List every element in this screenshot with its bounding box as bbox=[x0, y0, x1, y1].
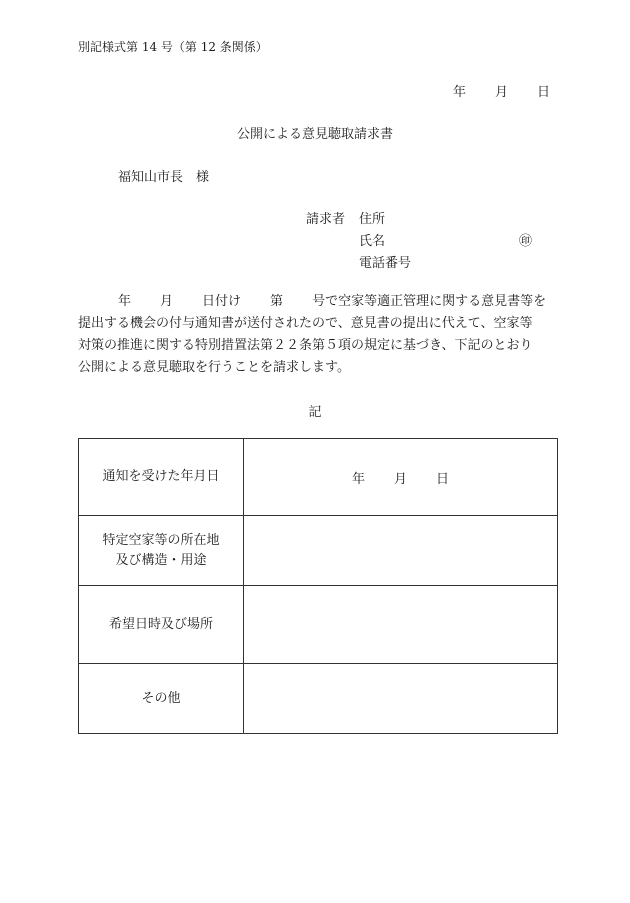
date-header bbox=[453, 81, 550, 100]
body-line-1 bbox=[78, 291, 558, 313]
table-row bbox=[79, 439, 558, 516]
seal-mark: ㊞ bbox=[519, 234, 533, 249]
requester-label: 請求者 bbox=[306, 212, 346, 227]
body-year: 年 bbox=[118, 294, 132, 309]
date-year-label: 年 bbox=[453, 85, 467, 100]
property-location-label-line-2: 及び構造・用途 bbox=[115, 552, 207, 568]
record-table bbox=[78, 438, 558, 734]
addressee: 福知山市長 様 bbox=[118, 170, 210, 185]
notice-date-label: 通知を受けた年月日 bbox=[79, 439, 244, 516]
requester-phone-label: 電話番号 bbox=[359, 256, 412, 271]
form-number: 別記様式第 14 号（第 12 条関係） bbox=[78, 40, 268, 54]
requester-address-label: 住所 bbox=[359, 212, 386, 227]
preferred-datetime-place-field[interactable] bbox=[244, 586, 558, 664]
date-day-label: 日 bbox=[537, 85, 551, 100]
preferred-datetime-place-label: 希望日時及び場所 bbox=[79, 586, 244, 664]
body-line-4: 公開による意見聴取を行うことを請求します。 bbox=[78, 360, 350, 375]
notice-date-field[interactable] bbox=[244, 439, 558, 516]
property-location-label-line-1: 特定空家等の所在地 bbox=[102, 532, 220, 548]
table-row bbox=[79, 516, 558, 586]
notice-year-label: 年 bbox=[351, 471, 365, 487]
date-month-label: 月 bbox=[495, 85, 509, 100]
request-body bbox=[78, 291, 558, 379]
notice-month-label: 月 bbox=[393, 471, 407, 487]
body-month: 月 bbox=[160, 294, 174, 309]
document-title: 公開による意見聴取請求書 bbox=[236, 127, 393, 142]
other-field[interactable] bbox=[244, 664, 558, 734]
notice-day-label: 日 bbox=[436, 471, 450, 487]
body-no: 第 bbox=[270, 294, 284, 309]
property-location-field[interactable] bbox=[244, 516, 558, 586]
ki-heading: 記 bbox=[308, 405, 322, 420]
table-row bbox=[79, 586, 558, 664]
body-dated: 日付け bbox=[202, 294, 242, 309]
body-line-1-rest: 号で空家等適正管理に関する意見書等を bbox=[312, 294, 547, 309]
property-location-label bbox=[79, 516, 244, 586]
body-line-3: 対策の推進に関する特別措置法第２２条第５項の規定に基づき、下記のとおり bbox=[78, 338, 533, 353]
other-label: その他 bbox=[79, 664, 244, 734]
table-row bbox=[79, 664, 558, 734]
body-line-2: 提出する機会の付与通知書が送付されたので、意見書の提出に代えて、空家等 bbox=[78, 316, 533, 331]
requester-name-label: 氏名 bbox=[359, 234, 386, 249]
